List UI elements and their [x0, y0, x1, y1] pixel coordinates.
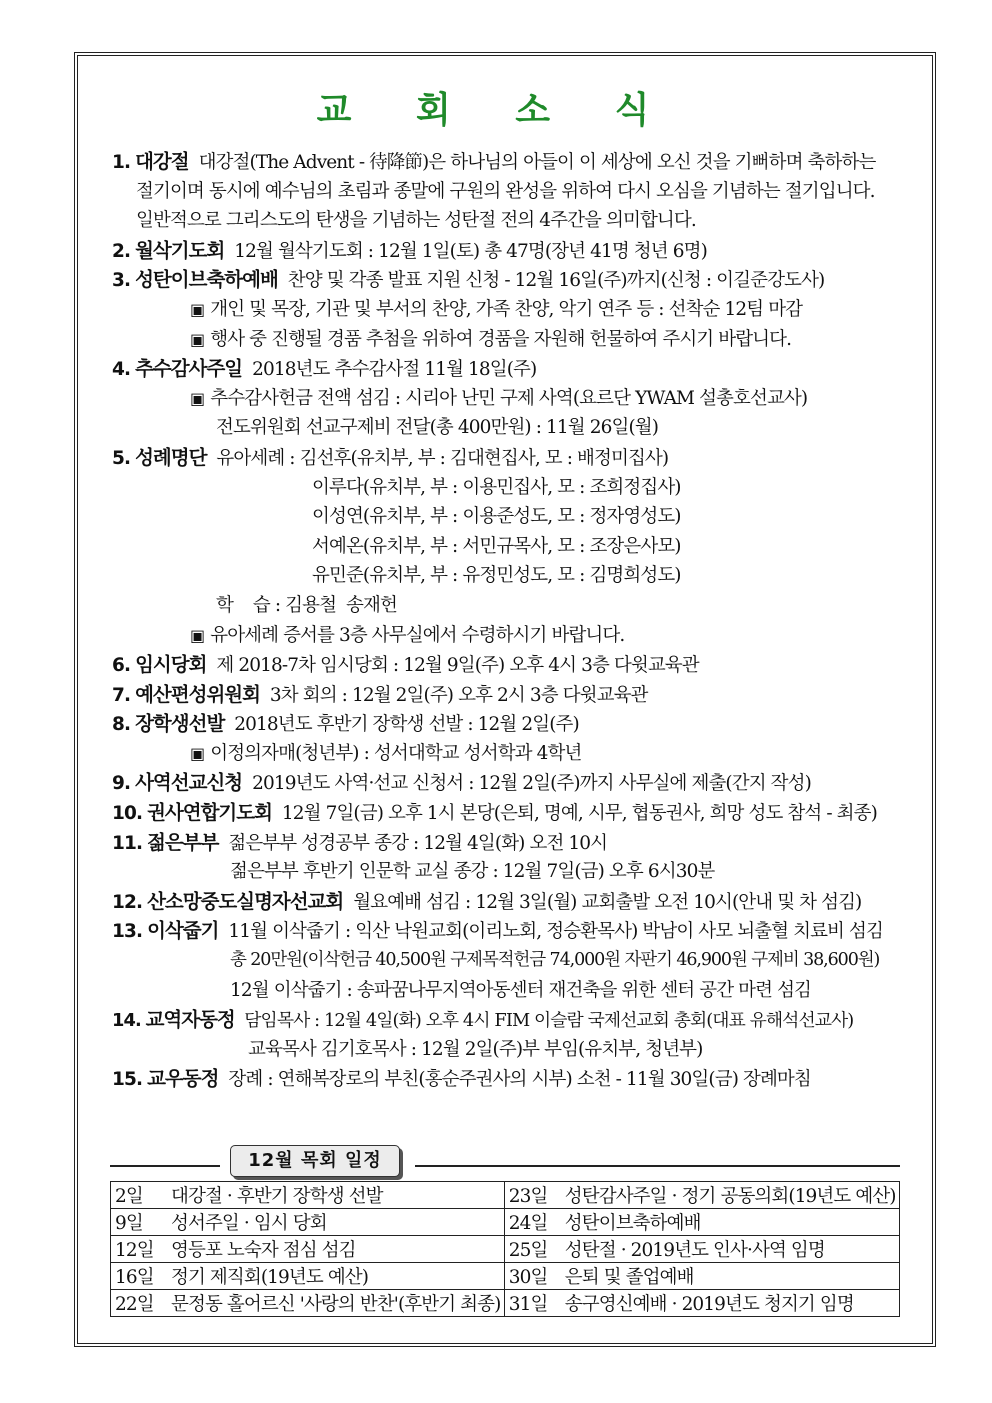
schedule-header [110, 1145, 900, 1181]
bullet-line [112, 621, 912, 651]
item-text: 행사 중 진행될 경품 추첨을 위하여 경품을 자원해 헌물하여 주시기 바랍니다. [210, 328, 792, 350]
item-text: 2019년도 사역·선교 신청서 : 12월 2일(주)까지 사무실에 제출(간지 작성) [252, 773, 811, 795]
item-number: 14. [112, 1010, 141, 1032]
item-text: 담임목사 : 12월 4일(화) 오후 4시 FIM 이슬람 국제선교회 총회(대표 유해석선교사) [244, 1010, 854, 1032]
schedule-event: 송구영신예배 · 2019년도 청지기 임명 [561, 1290, 900, 1317]
schedule-title: 12월 목회 일정 [230, 1145, 400, 1177]
page-title: 교 회 소 식 [316, 90, 676, 131]
item-text: 2018년도 추수감사절 11월 18일(주) [252, 359, 537, 381]
bullet-line [112, 384, 912, 414]
item-text: 유아세례 증서를 3층 사무실에서 수령하시기 바랍니다. [210, 624, 625, 646]
item-text: 12월 이삭줍기 : 송파꿈나무지역아동센터 재건축을 위한 센터 공간 마련 섬김 [230, 979, 812, 1001]
item-text: 유아세례 : 김선후(유치부, 부 : 김대현집사, 모 : 배정미집사) [216, 447, 669, 469]
item-heading: 장학생선발 [135, 712, 225, 736]
schedule-event: 성탄절 · 2019년도 인사·사역 임명 [561, 1236, 900, 1263]
news-item-15 [112, 1064, 912, 1094]
schedule-row [111, 1290, 900, 1317]
item-text: 3차 회의 : 12월 2일(주) 오후 2시 3층 다윗교육관 [269, 684, 648, 706]
bullet-icon: ▣ [190, 743, 205, 763]
item-heading: 월삭기도회 [135, 238, 225, 262]
schedule-day: 22일 [111, 1290, 168, 1317]
news-item-4 [112, 354, 912, 384]
schedule-event: 정기 제직회(19년도 예산) [167, 1263, 504, 1290]
item-text: 젊은부부 후반기 인문학 교실 종강 : 12월 7일(금) 오후 6시30분 [230, 861, 715, 883]
item-text: 이루다(유치부, 부 : 이용민집사, 모 : 조희정집사) [312, 476, 681, 498]
item-heading: 예산편성위원회 [135, 682, 260, 706]
bullet-icon: ▣ [190, 625, 205, 645]
divider [415, 1165, 900, 1167]
item-text: 이성연(유치부, 부 : 이용준성도, 모 : 정자영성도) [312, 506, 681, 528]
bullet-icon: ▣ [190, 299, 205, 319]
news-item-8 [112, 709, 912, 739]
divider [110, 1165, 220, 1167]
item-number: 6. [112, 655, 131, 677]
news-item-6 [112, 650, 912, 680]
item-text: 추수감사헌금 전액 섬김 : 시리아 난민 구제 사역(요르단 YWAM 설총호선교사) [210, 387, 808, 409]
item-text: 전도위원회 선교구제비 전달(총 400만원) : 11월 26일(월) [216, 417, 659, 439]
item-number: 13. [112, 921, 143, 943]
news-item-10 [112, 798, 912, 828]
schedule-day: 12일 [111, 1236, 168, 1263]
item-text: 젊은부부 성경공부 종강 : 12월 4일(화) 오전 10시 [228, 832, 608, 854]
item-heading: 젊은부부 [147, 830, 219, 854]
schedule-event: 영등포 노숙자 점심 섬김 [167, 1236, 504, 1263]
schedule-section [110, 1145, 900, 1317]
news-item-1 [112, 147, 912, 177]
news-item-12 [112, 887, 912, 917]
item-heading: 이삭줍기 [147, 919, 219, 943]
item-text: 2018년도 후반기 장학생 선발 : 12월 2일(주) [234, 714, 579, 736]
schedule-row [111, 1182, 900, 1209]
schedule-day: 25일 [504, 1236, 561, 1263]
news-item-14 [112, 1005, 912, 1035]
item-heading: 추수감사주일 [135, 357, 243, 381]
item-text: 장례 : 연해복장로의 부친(홍순주권사의 시부) 소천 - 11월 30일(금) 장례마침 [228, 1069, 811, 1091]
item-text: 대강절(The Advent - 待降節)은 하나님의 아들이 이 세상에 오신 것을 기뻐하며 축하하는 [198, 152, 876, 173]
item-text: 제 2018-7차 임시당회 : 12월 9일(주) 오후 4시 3층 다윗교육관 [216, 655, 699, 677]
item-text: 서예온(유치부, 부 : 서민규목사, 모 : 조장은사모) [312, 535, 681, 557]
news-item-7 [112, 680, 912, 710]
bullet-icon: ▣ [190, 329, 205, 349]
item-number: 15. [112, 1069, 143, 1091]
item-text: 교육목사 김기호목사 : 12월 2일(주)부 부임(유치부, 청년부) [248, 1038, 703, 1060]
item-heading: 산소망중도실명자선교회 [147, 889, 344, 913]
news-item-11 [112, 828, 912, 858]
news-item-13 [112, 916, 912, 946]
news-item-3 [112, 265, 912, 295]
item-text: 12월 월삭기도회 : 12월 1일(토) 총 47명(장년 41명 청년 6명) [234, 240, 707, 262]
item-heading: 임시당회 [135, 653, 207, 677]
item-text: 찬양 및 각종 발표 지원 신청 - 12월 16일(주)까지(신청 : 이길준강도사) [287, 270, 825, 292]
item-number: 1. [112, 152, 131, 173]
item-heading: 사역선교신청 [135, 771, 243, 795]
item-number: 7. [112, 684, 131, 706]
item-number: 2. [112, 240, 131, 262]
schedule-day: 31일 [504, 1290, 561, 1317]
item-heading: 성례명단 [135, 445, 207, 469]
item-text: 학 습 : 김용철 송재헌 [216, 594, 397, 616]
item-text: 이정의자매(청년부) : 성서대학교 성서학과 4학년 [210, 742, 582, 764]
item-heading: 권사연합기도회 [147, 801, 272, 825]
schedule-row [111, 1209, 900, 1236]
bullet-icon: ▣ [190, 388, 205, 408]
item-text: 개인 및 목장, 기관 및 부서의 찬양, 가족 찬양, 악기 연주 등 : 선착순 12팀 마감 [210, 298, 803, 320]
item-text: 일반적으로 그리스도의 탄생을 기념하는 성탄절 전의 4주간을 의미합니다. [136, 210, 696, 232]
news-item-2 [112, 236, 912, 266]
schedule-event: 성탄감사주일 · 정기 공동의회(19년도 예산) [561, 1182, 900, 1209]
schedule-day: 9일 [111, 1209, 168, 1236]
schedule-event: 문정동 홀어르신 '사랑의 반찬'(후반기 최종) [167, 1290, 504, 1317]
item-number: 11. [112, 832, 143, 854]
news-list [112, 147, 912, 1094]
item-heading: 성탄이브축하예배 [135, 268, 278, 292]
item-number: 12. [112, 891, 143, 913]
item-heading: 대강절 [135, 150, 189, 173]
item-heading: 교역자동정 [145, 1008, 235, 1032]
schedule-day: 23일 [504, 1182, 561, 1209]
item-text: 월요예배 섬김 : 12월 3일(월) 교회출발 오전 10시(안내 및 차 섬김) [353, 891, 862, 913]
schedule-event: 대강절 · 후반기 장학생 선발 [167, 1182, 504, 1209]
schedule-table [110, 1181, 900, 1317]
item-number: 10. [112, 803, 143, 825]
schedule-day: 2일 [111, 1182, 168, 1209]
item-number: 3. [112, 270, 131, 292]
bullet-line [112, 739, 912, 769]
schedule-day: 24일 [504, 1209, 561, 1236]
schedule-event: 은퇴 및 졸업예배 [561, 1263, 900, 1290]
schedule-day: 30일 [504, 1263, 561, 1290]
schedule-row [111, 1236, 900, 1263]
bullet-line [112, 325, 912, 355]
item-number: 9. [112, 773, 131, 795]
schedule-row [111, 1263, 900, 1290]
item-text: 11월 이삭줍기 : 익산 낙원교회(이리노회, 정승환목사) 박남이 사모 뇌출혈 치료비 섬김 [228, 921, 883, 943]
news-item-9 [112, 768, 912, 798]
item-text: 12월 7일(금) 오후 1시 본당(은퇴, 명예, 시무, 협동권사, 희망 성도 참석 - 최종) [281, 803, 877, 825]
item-number: 8. [112, 714, 131, 736]
item-text: 총 20만원(이삭헌금 40,500원 구제목적헌금 74,000원 자판기 46,900원 구제비 38,600원) [230, 950, 880, 971]
item-heading: 교우동정 [147, 1067, 219, 1091]
news-item-5 [112, 443, 912, 473]
schedule-event: 성서주일 · 임시 당회 [167, 1209, 504, 1236]
item-number: 5. [112, 447, 131, 469]
item-text: 절기이며 동시에 예수님의 초림과 종말에 구원의 완성을 위하여 다시 오심을 기념하는 절기입니다. [136, 180, 875, 202]
schedule-day: 16일 [111, 1263, 168, 1290]
schedule-event: 성탄이브축하예배 [561, 1209, 900, 1236]
item-text: 유민준(유치부, 부 : 유정민성도, 모 : 김명희성도) [312, 565, 681, 587]
bullet-line [112, 295, 912, 325]
item-number: 4. [112, 359, 131, 381]
